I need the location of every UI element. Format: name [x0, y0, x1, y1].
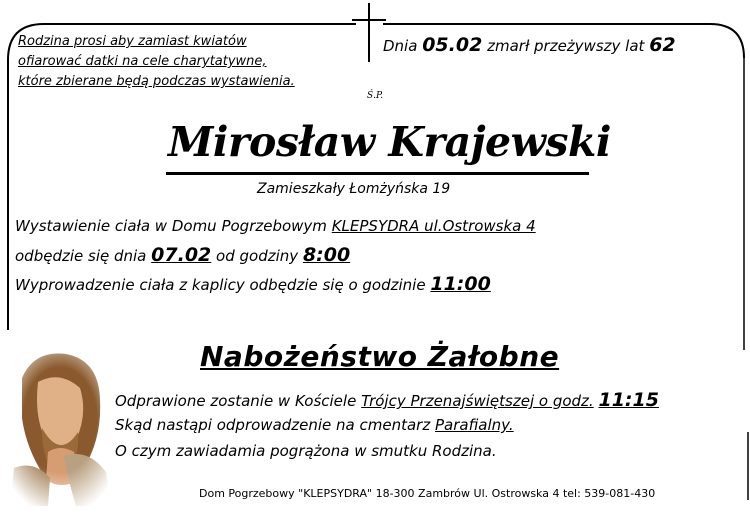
donation-note-line-1: Rodzina prosi aby zamiast kwiatów	[18, 34, 247, 49]
praying-jesus-portrait-icon	[4, 348, 116, 508]
mass-line-1	[115, 389, 659, 411]
mass-line-2	[115, 416, 514, 434]
cross-icon	[352, 3, 386, 62]
death-date: 05.02	[422, 34, 483, 56]
viewing-date: 07.02	[151, 244, 212, 266]
name-underline	[166, 172, 589, 175]
address: Zamieszkały Łomżyńska 19	[257, 181, 451, 197]
death-middle: zmarł przeżywszy lat	[487, 37, 645, 55]
viewing-line-2-prefix: odbędzie się dnia	[15, 247, 147, 265]
departure-time: 11:00	[430, 273, 491, 295]
death-date-line	[383, 34, 676, 56]
donation-note-line-3: które zbierane będą podczas wystawienia.	[18, 74, 295, 89]
footer-contact: Dom Pogrzebowy "KLEPSYDRA" 18-300 Zambrów Ul. Ostrowska 4 tel: 539-081-430	[199, 487, 656, 500]
viewing-line-3	[15, 273, 491, 295]
viewing-line-1-prefix: Wystawienie ciała w Domu Pogrzebowym	[15, 217, 327, 235]
viewing-line-3-prefix: Wyprowadzenie ciała z kaplicy odbędzie się o godzinie	[15, 276, 426, 294]
viewing-time: 8:00	[302, 244, 351, 266]
mass-time: 11:15	[598, 389, 659, 411]
mass-line-1-prefix: Odprawione zostanie w Kościele	[115, 392, 357, 410]
church-name: Trójcy Przenajświętszej o godz.	[361, 392, 594, 410]
deceased-name: Mirosław Krajewski	[168, 118, 611, 166]
sp-label: Ś.P.	[367, 91, 384, 101]
mass-title: Nabożeństwo Żałobne	[200, 340, 560, 373]
mass-line-3: O czym zawiadamia pogrążona w smutku Rodzina.	[115, 442, 497, 460]
death-prefix: Dnia	[383, 37, 418, 55]
viewing-line-2	[15, 244, 350, 266]
viewing-line-1	[15, 217, 536, 235]
cemetery-name: Parafialny.	[435, 416, 514, 434]
viewing-place: KLEPSYDRA ul.Ostrowska 4	[331, 217, 536, 235]
viewing-line-2-middle: od godziny	[216, 247, 299, 265]
donation-note-line-2: ofiarować datki na cele charytatywne,	[18, 54, 267, 69]
mass-line-2-prefix: Skąd nastąpi odprowadzenie na cmentarz	[115, 416, 431, 434]
death-age: 62	[649, 34, 676, 56]
